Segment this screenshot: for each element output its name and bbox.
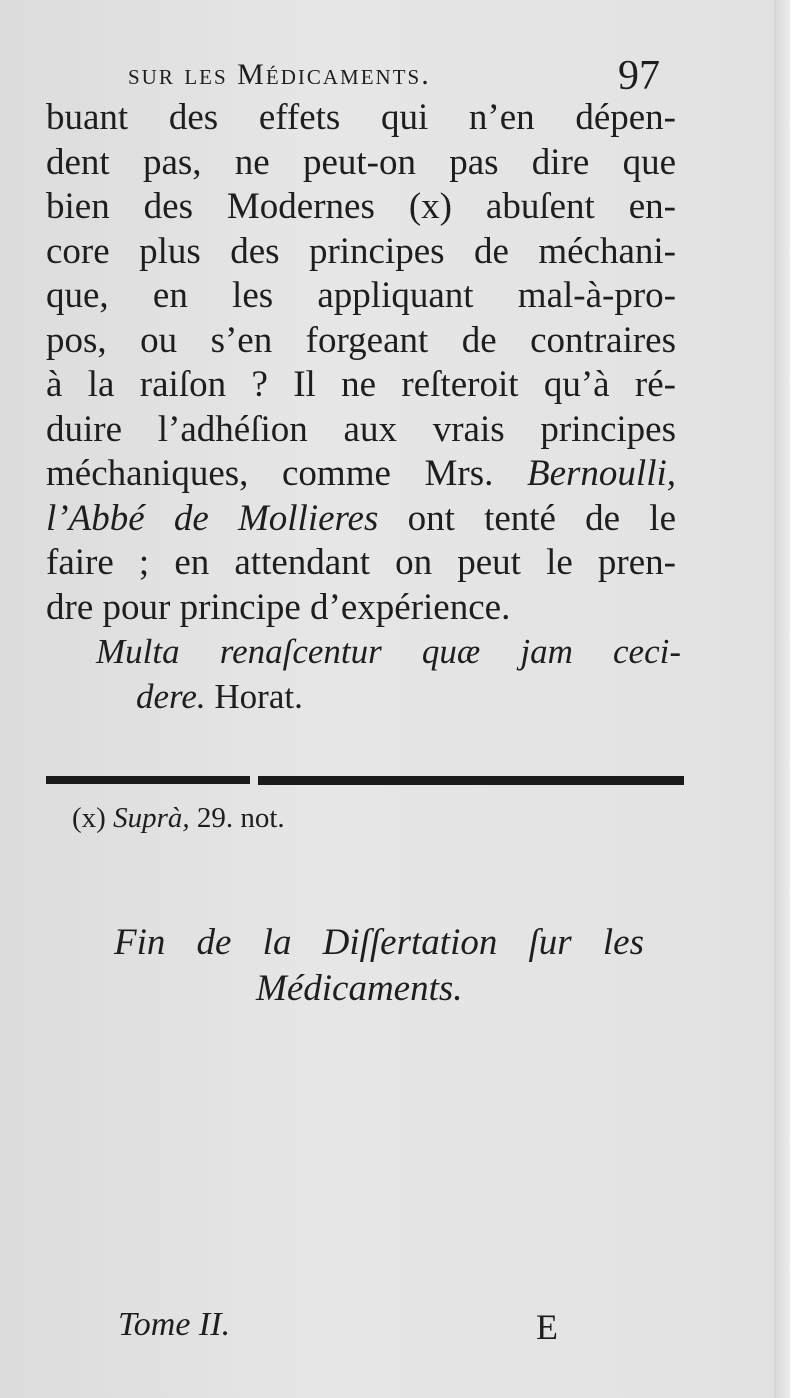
text-line: à la raiſon ? Il ne reſteroit qu’à ré-: [46, 364, 676, 405]
text-line: dre pour principe d’expérience.: [46, 586, 511, 628]
colophon-line: Médicaments.: [256, 968, 463, 1009]
signature-mark: E: [536, 1307, 558, 1347]
signature-line: [118, 1306, 578, 1350]
page-number: 97: [618, 53, 660, 99]
footnote-text: 29. not.: [196, 802, 285, 834]
text-line: [46, 452, 676, 497]
text-line: que, en les appliquant mal-à-pro-: [46, 275, 676, 316]
running-head: [0, 52, 680, 102]
quote-text: dere.: [136, 676, 206, 716]
page-edge: [774, 0, 790, 1398]
italic-name: l’Abbé de Mollieres: [46, 497, 379, 539]
text-line: dent pas, ne peut-on pas dire que: [46, 141, 676, 183]
latin-quote: [96, 630, 681, 719]
text-line: faire ; en attendant on peut le pren-: [46, 542, 676, 583]
text-line: core plus des principes de méchani-: [46, 230, 676, 272]
running-title: sur les Médicaments.: [128, 58, 431, 91]
text-line: pos, ou s’en forgeant de contraires: [46, 319, 676, 361]
colophon: [114, 920, 644, 1012]
text-line: duire l’adhéſion aux vrais principes: [46, 408, 676, 450]
body-text: [46, 96, 676, 630]
text-line: [46, 497, 676, 542]
footnote-marker: (x): [72, 802, 106, 834]
footnote-ref: Suprà,: [113, 802, 190, 834]
footnote-rule: [258, 776, 684, 785]
volume-label: Tome II.: [118, 1306, 231, 1343]
text-line: buant des effets qui n’en dépen-: [46, 97, 676, 138]
quote-line: [96, 675, 681, 720]
quote-line: [96, 630, 681, 675]
footnote-rule: [46, 776, 250, 784]
text-line-suffix: ont tenté de le: [407, 497, 677, 539]
quote-text: Multa renaſcentur quæ jam ceci-: [96, 632, 681, 671]
text-line: bien des Modernes (x) abuſent en-: [46, 186, 676, 227]
colophon-line: Fin de la Diſſertation ſur les: [114, 922, 644, 963]
text-line-prefix: méchaniques, comme Mrs.: [46, 453, 494, 494]
footnote: [72, 802, 285, 835]
quote-author: Horat.: [214, 676, 303, 716]
italic-name: Bernoulli,: [527, 453, 677, 494]
